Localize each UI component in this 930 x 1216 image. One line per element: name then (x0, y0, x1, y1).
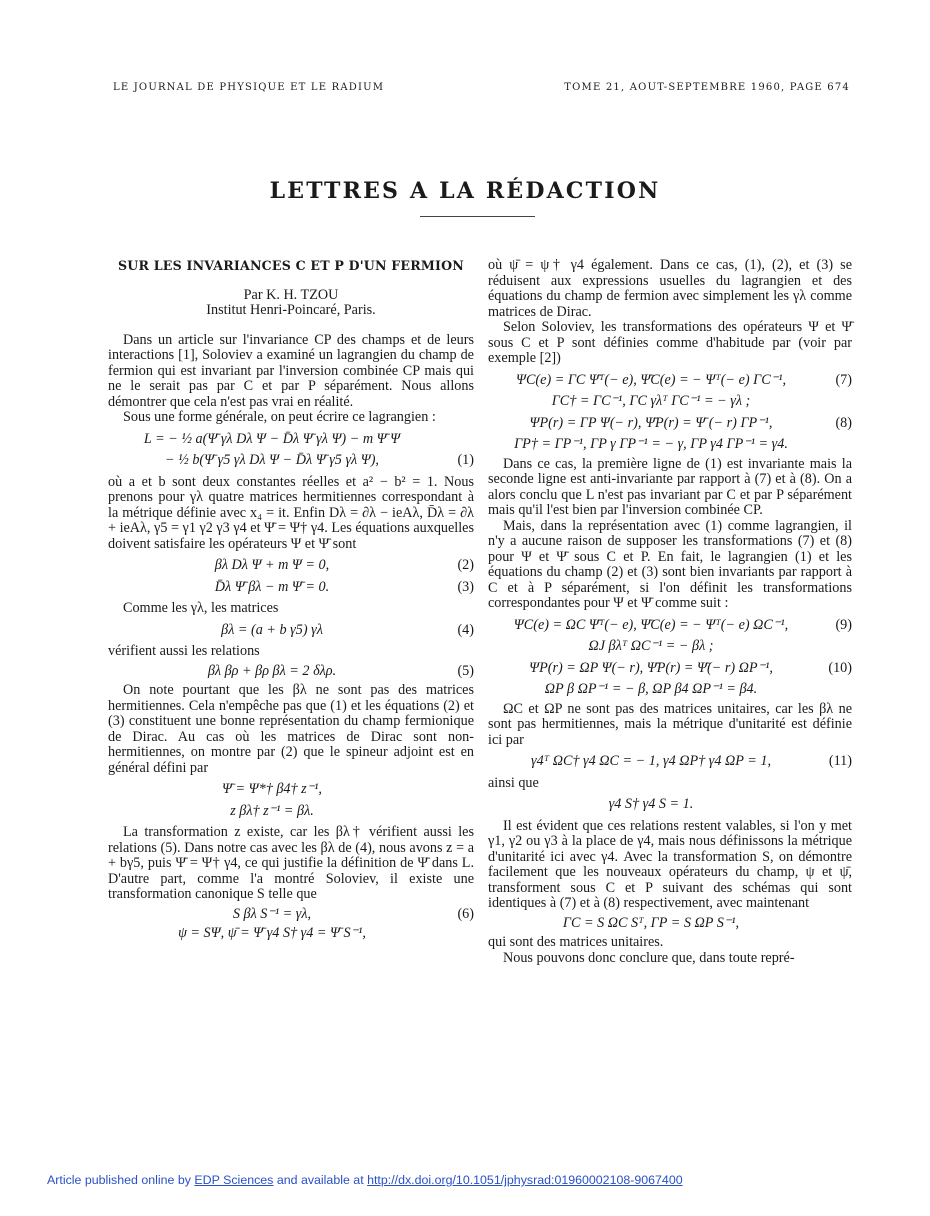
doi-link[interactable]: http://dx.doi.org/10.1051/jphysrad:01960002108-9067400 (367, 1173, 683, 1187)
equation-1a (108, 432, 474, 448)
equation-text: L = − ½ a(Ψ̄ γλ Dλ Ψ − D̄λ Ψ̄ γλ Ψ) − m Ψ̄ Ψ (143, 430, 401, 447)
paragraph: ΩC et ΩP ne sont pas des matrices unitaires, car les βλ ne sont pas hermitiennes, mais la métrique d'unitarité est définie ici par (488, 700, 852, 748)
publication-footer (47, 1173, 683, 1187)
paragraph: où ψ̄ = ψ† γ4 également. Dans ce cas, (1), (2), et (3) se réduisent aux expressions usuelles du lagrangien et des équations du champ de fermion avec simplement les γλ comme matrices de Dirac. (488, 257, 852, 320)
equation-text: ΓC = S ΩC Sᵀ, ΓP = S ΩP S⁻¹, (562, 914, 740, 931)
equation-adjoint (108, 782, 474, 798)
equation-11 (488, 754, 852, 770)
equation-number: (5) (457, 662, 474, 679)
paragraph: Il est évident que ces relations restent valables, si l'on y met γ1, γ2 ou γ3 à la place de γ4, mais nous définissons la métrique d'unitarité ici avec γ4. Avec la transformation S, on démontre facilement que les nouveaux opérateurs du champ, ψ et ψ̄, transforment sous C et P suivant des schémas qui sont identiques à (7) et à (8) respectivement, avec maintenant (488, 817, 852, 911)
left-column (108, 258, 474, 946)
equation-10a (488, 661, 852, 677)
paragraph: Nous pouvons donc conclure que, dans toute repré- (503, 949, 795, 966)
running-header-journal: LE JOURNAL DE PHYSIQUE ET LE RADIUM (113, 82, 385, 93)
paragraph: On note pourtant que les βλ ne sont pas des matrices hermitiennes. Cela n'empêche pas que (1) et les équations (2) et (3) constituent une bonne représentation du champ fermionique de Dirac. Au cas où les matrices de Dirac sont non-hermitiennes, on montre par (2) que le spineur adjoint est en général défini par (108, 682, 474, 776)
equation-text: ΨP(r) = ΩP Ψ(− r), Ψ̄P(r) = Ψ̄(− r) ΩP⁻¹, (529, 659, 773, 676)
equation-text: − ½ b(Ψ̄ γ5 γλ Dλ Ψ − D̄λ Ψ̄ γ5 γλ Ψ), (165, 452, 379, 468)
right-column (488, 258, 852, 966)
equation-text: ΓC† = ΓC⁻¹, ΓC γλᵀ ΓC⁻¹ = − γλ ; (551, 393, 751, 409)
equation-text: S βλ S⁻¹ = γλ, (232, 905, 312, 922)
equation-text: ΩP β ΩP⁻¹ = − β, ΩP β4 ΩP⁻¹ = β4. (544, 681, 758, 697)
paragraph: Sous une forme générale, on peut écrire ce lagrangien : (123, 409, 436, 425)
equation-text: Ψ̄ = Ψ*† β4† z⁻¹, (222, 781, 322, 797)
equation-number: (7) (835, 371, 852, 388)
equation-text: γ4ᵀ ΩC† γ4 ΩC = − 1, γ4 ΩP† γ4 ΩP = 1, (530, 753, 771, 769)
equation-text: ΨP(r) = ΓP Ψ(− r), Ψ̄P(r) = Ψ̄ (− r) ΓP⁻¹, (529, 414, 773, 431)
equation-number: (10) (828, 659, 852, 676)
equation-7b (488, 394, 852, 410)
paragraph: Selon Soloviev, les transformations des opérateurs Ψ et Ψ̄ sous C et P sont définies comme d'habitude par (voir par exemple [2]) (488, 319, 852, 366)
equation-number: (11) (828, 753, 852, 769)
equation-text: D̄λ Ψ̄ βλ − m Ψ̄ = 0. (214, 578, 330, 595)
equation-number: (4) (457, 621, 474, 638)
equation-text: γ4 S† γ4 S = 1. (608, 796, 694, 812)
equation-text: ΩJ βλᵀ ΩC⁻¹ = − βλ ; (588, 638, 714, 654)
paragraph: qui sont des matrices unitaires. (488, 934, 664, 950)
edp-sciences-link[interactable]: EDP Sciences (194, 1173, 274, 1187)
equation-8a (488, 416, 852, 432)
paragraph: La transformation z existe, car les βλ† vérifient aussi les relations (5). Dans notre cas avec les βλ de (4), nous avons z = a + bγ5, puis Ψ̄ = Ψ† γ4, ce qui justifie la définition de Ψ̄ dans L. D'autre part, comme l'a montré Soloviev, il existe une transformation canonique S telle que (108, 824, 474, 902)
equation-2 (108, 558, 474, 574)
paragraph: Mais, dans la représentation avec (1) comme lagrangien, il n'y a aucune raison de supposer les transformations (7) et (8) pour Ψ et Ψ̄ sous C et P. En fait, le lagrangien (1) et les équations du champ (2) et (3) sont bien invariants par rapport à C et à P séparément, si l'on définit les transformations correspondantes pour Ψ et Ψ̄ comme suit : (488, 517, 852, 611)
paragraph: ainsi que (488, 774, 539, 791)
equation-text: ΨC(e) = ΩC Ψ̄ᵀ(− e), Ψ̄C(e) = − Ψᵀ(− e) ΩC⁻¹, (513, 616, 789, 633)
equation-text: z βλ† z⁻¹ = βλ. (230, 802, 314, 819)
equation-4 (108, 623, 474, 639)
equation-6 (108, 907, 474, 923)
equation-text: βλ Dλ Ψ + m Ψ = 0, (214, 557, 330, 573)
paragraph: Dans ce cas, la première ligne de (1) est invariante mais la seconde ligne est anti-invariante par rapport à (7) et à (8). On a alors conclu que L n'est pas invariant par C et par P séparément mais qu'il l'est bien par l'inversion combinée CP. (488, 455, 852, 518)
equation-number: (8) (835, 414, 852, 431)
equation-z (108, 804, 474, 820)
heading-rule (420, 216, 535, 217)
running-header-volume: TOME 21, AOUT-SEPTEMBRE 1960, PAGE 674 (564, 82, 850, 93)
equation-6b (108, 926, 474, 942)
paragraph: Dans un article sur l'invariance CP des champs et de leurs interactions [1], Soloviev a examiné un lagrangien du champ de fermion qui est invariant par l'inversion combinée CP mais qui ne le serait pas par C et par P séparément. Nous allons démontrer que cela n'est pas vrai en réalité. (108, 331, 474, 410)
equation-9a (488, 618, 852, 634)
equation-number: (9) (835, 616, 852, 633)
paragraph: où a et b sont deux constantes réelles et a² − b² = 1. Nous prenons pour γλ quatre matrices hermitiennes correspondant à la métrique définie avec x₄ = it. Enfin Dλ = ∂λ − ieAλ, D̄λ = ∂λ + ieAλ, γ5 = γ1 γ2 γ3 γ4 et Ψ̄ = Ψ† γ4. Les équations auxquelles doivent satisfaire les opérateurs Ψ et Ψ̄ sont (108, 473, 474, 552)
equation-number: (2) (457, 557, 474, 573)
equation-9b (488, 639, 852, 655)
article-title: SUR LES INVARIANCES C ET P D'UN FERMION (118, 258, 464, 273)
equation-3 (108, 580, 474, 596)
equation-text: ψ = SΨ, ψ̄ = Ψ̄ γ4 S† γ4 = Ψ̄ S⁻¹, (178, 925, 366, 941)
equation-text: βλ = (a + b γ5) γλ (221, 621, 323, 638)
equation-number: (3) (457, 578, 474, 595)
equation-text: ΨC(e) = ΓC Ψ̄ᵀ(− e), Ψ̄C(e) = − Ψᵀ(− e) ΓC⁻¹, (515, 371, 786, 388)
equation-text: ΓP† = ΓP⁻¹, ΓP γ ΓP⁻¹ = − γ, ΓP γ4 ΓP⁻¹ = γ4. (514, 436, 788, 452)
equation-number: (6) (457, 905, 474, 922)
footer-middle: and available at (273, 1173, 368, 1187)
paragraph: vérifient aussi les relations (108, 643, 260, 659)
paragraph: Comme les γλ, les matrices (123, 600, 279, 616)
article-author: Par K. H. TZOU (243, 286, 339, 303)
equation-5 (108, 664, 474, 680)
footer-prefix: Article published online by (47, 1173, 195, 1187)
equation-number: (1) (457, 452, 474, 468)
equation-13 (488, 916, 852, 932)
equation-10b (488, 682, 852, 698)
article-institution: Institut Henri-Poincaré, Paris. (206, 302, 376, 318)
equation-1b (108, 453, 474, 469)
section-heading: LETTRES A LA RÉDACTION (269, 178, 661, 204)
equation-8b (488, 437, 852, 453)
equation-7a (488, 373, 852, 389)
equation-12 (488, 797, 852, 813)
equation-text: βλ βρ + βρ βλ = 2 δλρ. (207, 662, 337, 679)
